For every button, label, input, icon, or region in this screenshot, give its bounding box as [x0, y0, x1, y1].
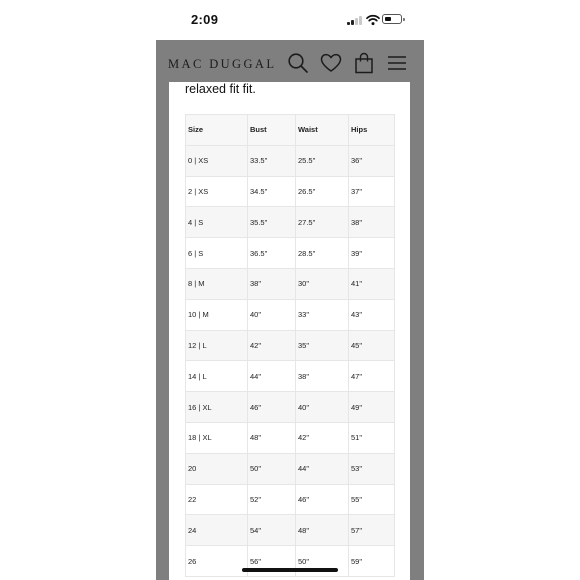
cell-bust: 44": [248, 361, 296, 392]
cell-size: 2 | XS: [186, 176, 248, 207]
battery-icon: [382, 14, 402, 24]
cell-bust: 40": [248, 299, 296, 330]
table-row: [186, 268, 395, 299]
cell-size: 26: [186, 546, 248, 577]
column-header-waist: Waist: [296, 115, 349, 146]
cell-waist: 50": [296, 546, 349, 577]
table-row: [186, 176, 395, 207]
cell-waist: 40": [296, 392, 349, 423]
shopping-bag-icon[interactable]: [353, 52, 375, 74]
cell-size: 24: [186, 515, 248, 546]
home-indicator: [242, 568, 338, 572]
cell-hips: 45": [349, 330, 395, 361]
cell-hips: 41": [349, 268, 395, 299]
cell-size: 14 | L: [186, 361, 248, 392]
column-header-bust: Bust: [248, 115, 296, 146]
cell-hips: 59": [349, 546, 395, 577]
cell-waist: 27.5": [296, 207, 349, 238]
cell-waist: 30": [296, 268, 349, 299]
status-bar: [0, 0, 580, 38]
cell-hips: 55": [349, 484, 395, 515]
cell-bust: 46": [248, 392, 296, 423]
cell-bust: 52": [248, 484, 296, 515]
cell-size: 20: [186, 453, 248, 484]
column-header-size: Size: [186, 115, 248, 146]
cell-waist: 42": [296, 422, 349, 453]
table-row: [186, 422, 395, 453]
table-row: [186, 145, 395, 176]
table-row: [186, 238, 395, 269]
cell-waist: 38": [296, 361, 349, 392]
cell-hips: 43": [349, 299, 395, 330]
fit-description: relaxed fit fit.: [185, 82, 256, 96]
cell-bust: 50": [248, 453, 296, 484]
cell-bust: 38": [248, 268, 296, 299]
wifi-icon: [366, 13, 380, 25]
table-header-row: [186, 115, 395, 146]
heart-icon[interactable]: [320, 52, 342, 74]
cell-size: 10 | M: [186, 299, 248, 330]
cell-size: 16 | XL: [186, 392, 248, 423]
size-chart-modal[interactable]: [169, 82, 410, 580]
table-row: [186, 453, 395, 484]
cell-waist: 26.5": [296, 176, 349, 207]
cell-waist: 28.5": [296, 238, 349, 269]
cell-hips: 53": [349, 453, 395, 484]
cell-bust: 56": [248, 546, 296, 577]
cell-bust: 48": [248, 422, 296, 453]
cell-size: 18 | XL: [186, 422, 248, 453]
table-row: [186, 484, 395, 515]
cell-size: 4 | S: [186, 207, 248, 238]
cell-bust: 34.5": [248, 176, 296, 207]
cell-bust: 54": [248, 515, 296, 546]
size-chart-table: [185, 114, 395, 577]
cell-bust: 36.5": [248, 238, 296, 269]
table-row: [186, 515, 395, 546]
site-header: [156, 40, 424, 84]
cell-waist: 46": [296, 484, 349, 515]
cell-bust: 35.5": [248, 207, 296, 238]
cell-size: 0 | XS: [186, 145, 248, 176]
cell-size: 8 | M: [186, 268, 248, 299]
cell-waist: 35": [296, 330, 349, 361]
cell-size: 12 | L: [186, 330, 248, 361]
cell-waist: 44": [296, 453, 349, 484]
cell-hips: 57": [349, 515, 395, 546]
table-row: [186, 361, 395, 392]
table-row: [186, 299, 395, 330]
cell-hips: 39": [349, 238, 395, 269]
cell-hips: 47": [349, 361, 395, 392]
cell-waist: 48": [296, 515, 349, 546]
browser-viewport: [156, 40, 424, 580]
cell-hips: 51": [349, 422, 395, 453]
status-time: 2:09: [191, 12, 219, 27]
cell-hips: 37": [349, 176, 395, 207]
cell-bust: 33.5": [248, 145, 296, 176]
cell-waist: 33": [296, 299, 349, 330]
cell-hips: 38": [349, 207, 395, 238]
hamburger-menu-icon[interactable]: [386, 52, 408, 74]
column-header-hips: Hips: [349, 115, 395, 146]
cell-waist: 25.5": [296, 145, 349, 176]
table-row: [186, 330, 395, 361]
cell-size: 22: [186, 484, 248, 515]
brand-logo[interactable]: MAC DUGGAL: [168, 57, 277, 71]
table-row: [186, 207, 395, 238]
cellular-signal-icon: [347, 16, 363, 25]
search-icon[interactable]: [287, 52, 309, 74]
table-row: [186, 392, 395, 423]
cell-size: 6 | S: [186, 238, 248, 269]
cell-hips: 36": [349, 145, 395, 176]
cell-hips: 49": [349, 392, 395, 423]
cell-bust: 42": [248, 330, 296, 361]
